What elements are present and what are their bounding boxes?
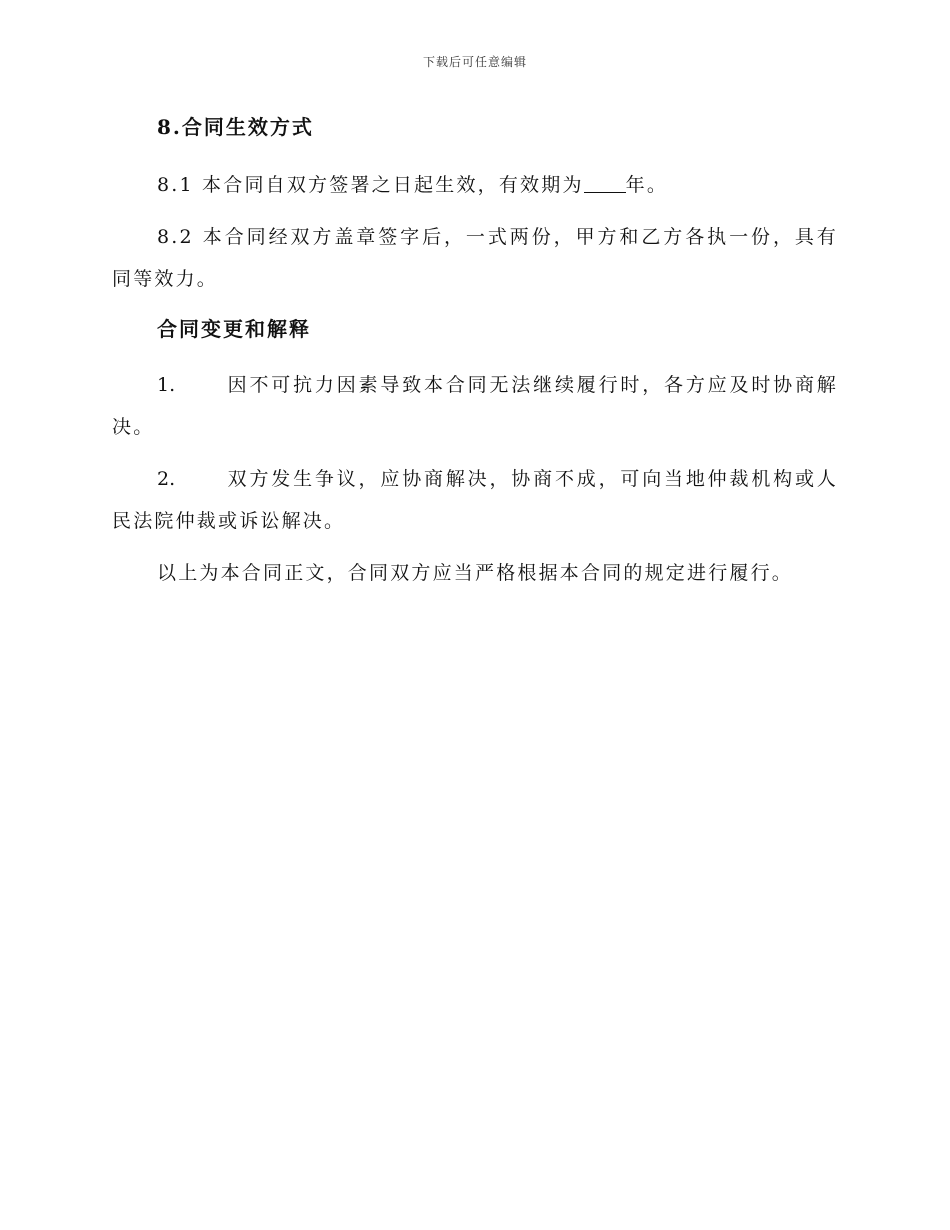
closing-paragraph: 以上为本合同正文，合同双方应当严格根据本合同的规定进行履行。: [157, 562, 794, 584]
item-1-text: 因不可抗力因素导致本合同无法继续履行时，各方应及时协商解决。: [112, 374, 838, 438]
clause-8-1: [112, 164, 838, 206]
item-1: [112, 364, 838, 448]
clause-8-1-suffix: 年。: [625, 174, 669, 196]
item-2-text: 双方发生争议，应协商解决，协商不成，可向当地仲裁机构或人民法院仲裁或诉讼解决。: [112, 468, 838, 532]
item-2: [112, 458, 838, 542]
document-body: [112, 112, 838, 594]
change-section-title: 合同变更和解释: [157, 317, 311, 341]
clause-8-2: 8.2 本合同经双方盖章签字后，一式两份，甲方和乙方各执一份，具有同等效力。: [112, 226, 838, 290]
section-8-title: 8.合同生效方式: [157, 115, 314, 139]
item-2-number: 2.: [157, 468, 176, 490]
header-note: 下载后可任意编辑: [422, 55, 527, 69]
validity-years-blank: [584, 173, 626, 193]
clause-8-1-text: 8.1 本合同自双方签署之日起生效，有效期为: [157, 174, 584, 196]
item-1-number: 1.: [157, 374, 176, 396]
